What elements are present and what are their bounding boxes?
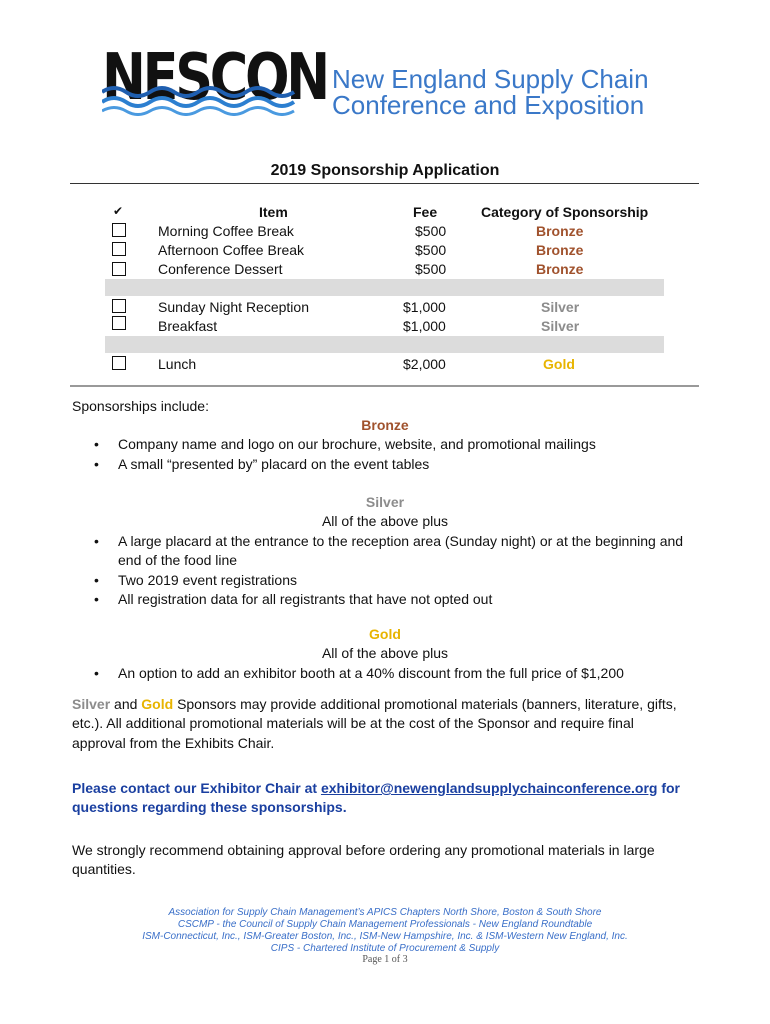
item-column-header: Item [259, 204, 288, 220]
bullet-icon: • [94, 572, 99, 588]
table-row-category: Silver [541, 299, 580, 315]
gold-lead: All of the above plus [321, 645, 449, 661]
contact-line2: questions regarding these sponsorships. [72, 799, 347, 815]
morning-coffee-checkbox[interactable] [112, 223, 126, 237]
table-row-category: Bronze [536, 223, 584, 239]
promo-line1 [72, 695, 677, 715]
exhibitor-email-link[interactable]: exhibitor@newenglandsupplychainconference.org [320, 780, 658, 796]
table-row-category: Silver [541, 318, 580, 334]
conference-title-line1: New England Supply Chain [332, 64, 649, 94]
afternoon-coffee-checkbox[interactable] [112, 242, 126, 256]
table-row-fee: $500 [415, 261, 447, 277]
logo-waves-icon [102, 82, 302, 116]
table-row-fee: $1,000 [403, 299, 446, 315]
table-row-item: Lunch [158, 356, 197, 372]
footer-line: Association for Supply Chain Management’s APICS Chapters North Shore, Boston & South Shore [168, 907, 602, 918]
category-column-header: Category of Sponsorship [481, 204, 649, 220]
table-row-fee: $500 [415, 223, 447, 239]
promo-line1-rest: Sponsors may provide additional promotional materials (banners, literature, gifts, [177, 696, 677, 712]
table-row-category: Gold [543, 356, 575, 372]
list-item: An option to add an exhibitor booth at a 40% discount from the full price of $1,200 [118, 665, 624, 681]
bullet-icon: • [94, 456, 99, 472]
table-row-fee: $1,000 [403, 318, 446, 334]
bullet-icon: • [94, 665, 99, 681]
gold-heading: Gold [369, 626, 401, 642]
silver-heading: Silver [365, 494, 405, 510]
list-item: Two 2019 event registrations [118, 572, 297, 588]
contact-prefix: Please contact our Exhibitor Chair at [72, 780, 318, 796]
page-title: 2019 Sponsorship Application [270, 162, 500, 179]
footer-line: CIPS - Chartered Institute of Procurement & Supply [270, 943, 500, 954]
check-column-icon: ✔ [113, 204, 124, 218]
bullet-icon: • [94, 591, 99, 607]
table-row-item: Sunday Night Reception [158, 299, 309, 315]
bronze-heading: Bronze [361, 417, 409, 433]
includes-intro: Sponsorships include: [72, 398, 209, 414]
conference-title-line2: Conference and Exposition [332, 90, 645, 120]
table-group-separator [105, 279, 664, 296]
contact-line1 [72, 779, 680, 799]
table-row-category: Bronze [536, 261, 584, 277]
promo-silver-word: Silver [72, 696, 111, 712]
breakfast-checkbox[interactable] [112, 316, 126, 330]
promo-line3: approval from the Exhibits Chair. [72, 735, 275, 751]
table-row-item: Conference Dessert [158, 261, 283, 277]
list-item-continuation: end of the food line [118, 552, 238, 568]
bullet-icon: • [94, 533, 99, 549]
title-divider [70, 183, 699, 184]
table-row-item: Afternoon Coffee Break [158, 242, 305, 258]
footer-line: ISM-Connecticut, Inc., ISM-Greater Boston, Inc., ISM-New Hampshire, Inc. & ISM-Western New England, Inc. [142, 931, 628, 942]
table-group-separator [105, 336, 664, 353]
table-row-item: Breakfast [158, 318, 218, 334]
logo-wordmark: NESCON [102, 41, 327, 115]
table-row-fee: $500 [415, 242, 447, 258]
promo-line2: etc.). All additional promotional materials will be at the cost of the Sponsor and require final [72, 715, 634, 731]
list-item: A small “presented by” placard on the event tables [118, 456, 430, 472]
table-row-item: Morning Coffee Break [158, 223, 294, 239]
list-item: All registration data for all registrants that have not opted out [118, 591, 493, 607]
table-row-category: Bronze [536, 242, 584, 258]
lunch-checkbox[interactable] [112, 356, 126, 370]
page-number: Page 1 of 3 [362, 954, 408, 965]
recommend-line1: We strongly recommend obtaining approval before ordering any promotional materials in large [72, 842, 655, 858]
sunday-reception-checkbox[interactable] [112, 299, 126, 313]
silver-lead: All of the above plus [321, 513, 449, 529]
footer-line: CSCMP - the Council of Supply Chain Management Professionals - New England Roundtable [177, 919, 593, 930]
promo-gold-word: Gold [141, 696, 174, 712]
table-bottom-divider [70, 385, 699, 387]
list-item: A large placard at the entrance to the reception area (Sunday night) or at the beginning and [118, 533, 684, 549]
table-row-fee: $2,000 [403, 356, 446, 372]
promo-and-word: and [114, 696, 138, 712]
nescon-logo [102, 38, 327, 118]
contact-suffix: for [661, 780, 681, 796]
recommend-line2: quantities. [72, 861, 136, 877]
conference-title [332, 66, 649, 118]
list-item: Company name and logo on our brochure, website, and promotional mailings [118, 436, 596, 452]
conference-dessert-checkbox[interactable] [112, 262, 126, 276]
bullet-icon: • [94, 436, 99, 452]
fee-column-header: Fee [413, 204, 438, 220]
